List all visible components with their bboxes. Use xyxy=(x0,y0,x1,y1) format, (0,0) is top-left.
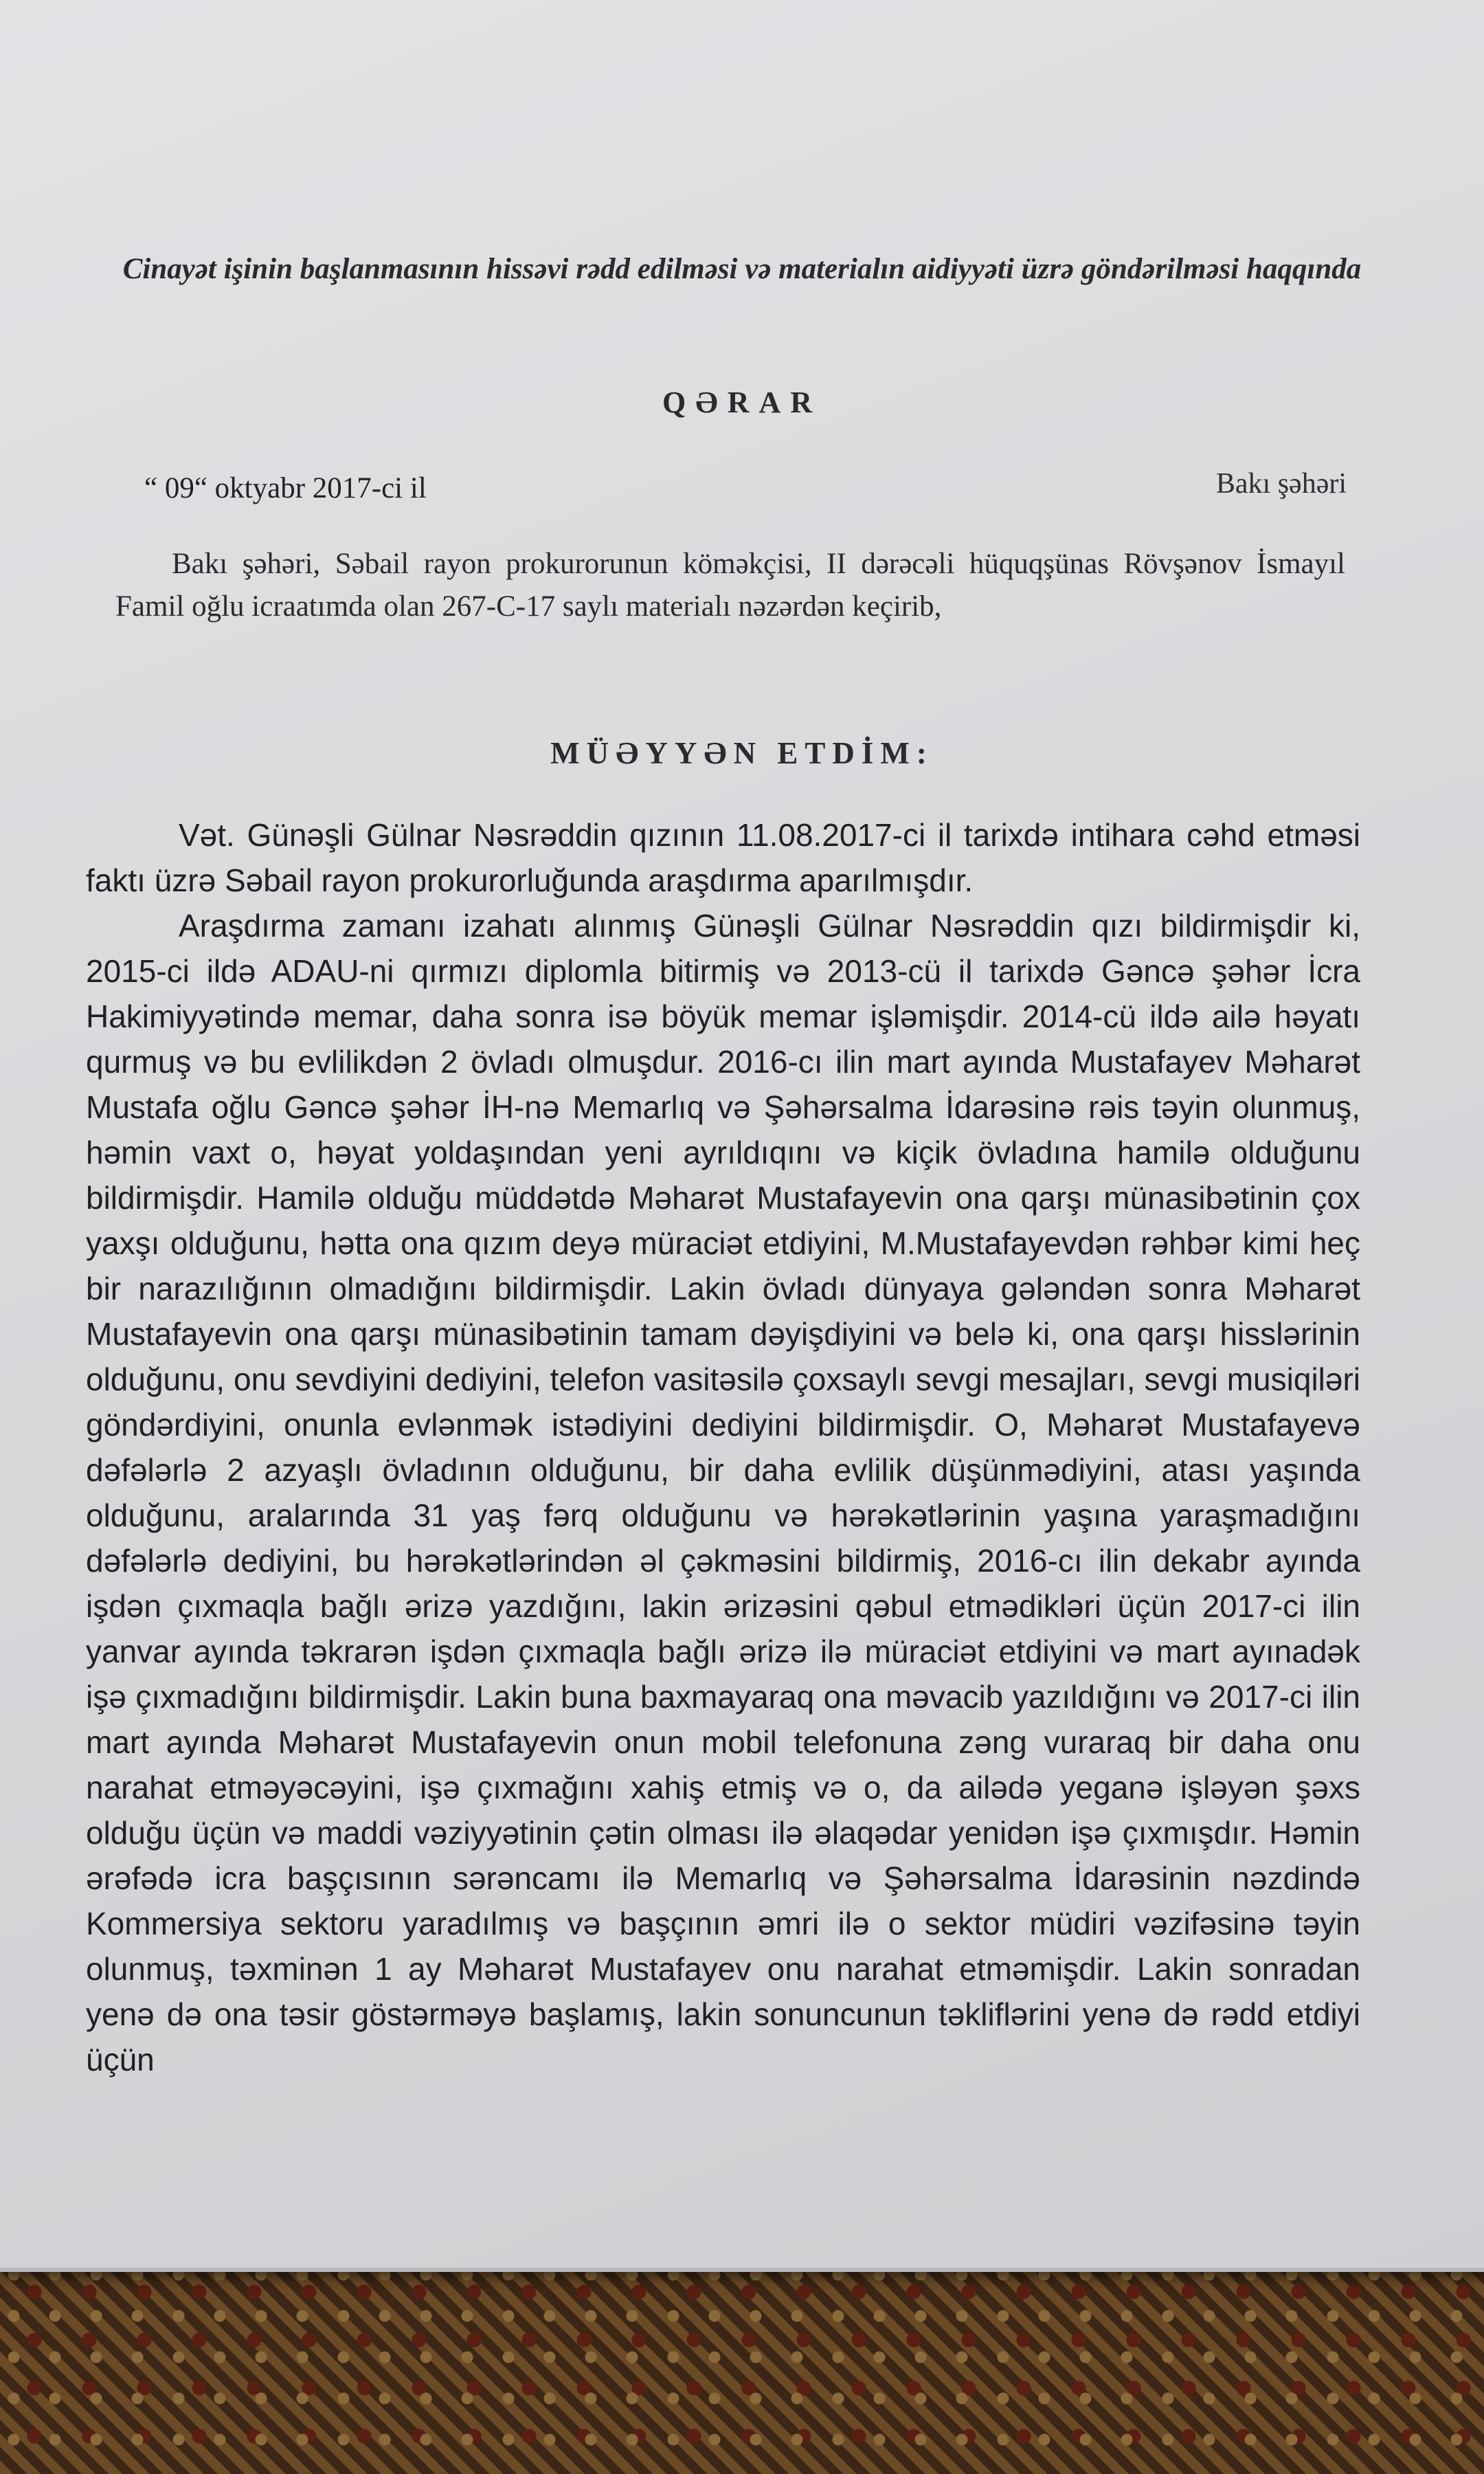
decision-heading: QƏRAR xyxy=(662,386,822,419)
body-paragraph: Araşdırma zamanı izahatı alınmış Günəşli Gülnar Nəsrəddin qızı bildirmişdir ki, 2015-ci ildə ADAU-ni qırmızı diplomla bitirmiş və 2013-cü il tarixdə Gəncə şəhər İcra Hakimiyyətində memar, daha sonra isə böyük memar işləmişdir. 2014-cü ildə ailə həyatı qurmuş və bu evlilikdən 2 övladı olmuşdur. 2016-cı ilin mart ayında Mustafayev Məharət Mustafa oğlu Gəncə şəhər İH-nə Memarlıq və Şəhərsalma İdarəsinə rəis təyin olunmuş, həmin vaxt o, həyat yoldaşından yeni ayrıldıqını və kiçik övladına hamilə olduğunu bildirmişdir. Hamilə olduğu müddətdə Məharət Mustafayevin ona qarşı münasibətinin çox yaxşı olduğunu, hətta ona qızım deyə müraciət etdiyini, M.Mustafayevdən rəhbər kimi heç bir narazılığının olmadığını bildirmişdir. Lakin övladı dünyaya gələndən sonra Məharət Mustafayevin ona qarşı münasibətinin tamam dəyişdiyini və belə ki, ona qarşı hisslərinin olduğunu, onu sevdiyini dediyini, telefon vasitəsilə çoxsaylı sevgi mesajları, sevgi musiqiləri göndərdiyini, onunla evlənmək istədiyini dediyini bildirmişdir. O, Məharət Mustafayevə dəfələrlə 2 azyaşlı övladının olduğunu, bir daha evlilik düşünmədiyini, atası yaşında olduğunu, aralarında 31 yaş fərq olduğunu və hərəkətlərinin yaşına yaraşmadığını dəfələrlə dediyini, bu hərəkətlərindən əl çəkməsini bildirmiş, 2016-cı ilin dekabr ayında işdən çıxmaqla bağlı ərizə yazdığını, lakin ərizəsini qəbul etmədikləri üçün 2017-ci ilin yanvar ayında təkrarən işdən çıxmaqla bağlı ərizə ilə müraciət etdiyini və mart ayınadək işə çıxmadığını bildirmişdir. Lakin buna baxmayaraq ona məvacib yazıldığını və 2017-ci ilin mart ayında Məharət Mustafayevin onun mobil telefonuna zəng vuraraq bir daha onu narahat etməyəcəyini, işə çıxmağını xahiş etmiş və o, da ailədə yeganə işləyən şəxs olduğu üçün və maddi vəziyyətinin çətin olması ilə əlaqədar yenidən işə çıxmışdır. Həmin ərəfədə icra başçısının sərəncamı ilə Memarlıq və Şəhərsalma İdarəsinin nəzdində Kommersiya sektoru yaradılmış və başçının əmri ilə o sektor müdiri vəzifəsinə təyin olunmuş, təxminən 1 ay Məharət Mustafayev onu narahat etməmişdir. Lakin sonradan yenə də ona təsir göstərməyə başlamış, lakin sonuncunun təkliflərini yenə də rədd etdiyi üçün xyxy=(86,908,1360,2077)
document-date: “ 09“ oktyabr 2017-ci il xyxy=(144,472,427,504)
intro-paragraph: Bakı şəhəri, Səbail rayon prokurorunun köməkçisi, II dərəcəli hüquqşünas Rövşənov İsmayıl Famil oğlu icraatımda olan 267-C-17 saylı materialı nəzərdən keçirib, xyxy=(115,548,1345,623)
document-place: Bakı şəhəri xyxy=(1215,468,1347,500)
document-body xyxy=(86,812,1360,2082)
section-heading: MÜƏYYƏN ETDİM: xyxy=(550,736,934,770)
carpet-background xyxy=(0,2261,1484,2474)
document-title: Cinayət işinin başlanmasının hissəvi rədd edilməsi və materialın aidiyyəti üzrə göndərilməsi haqqında xyxy=(122,253,1362,285)
body-paragraph: Vət. Günəşli Gülnar Nəsrəddin qızının 11.08.2017-ci il tarixdə intihara cəhd etməsi faktı üzrə Səbail rayon prokurorluğunda araşdırma aparılmışdır. xyxy=(86,817,1360,898)
